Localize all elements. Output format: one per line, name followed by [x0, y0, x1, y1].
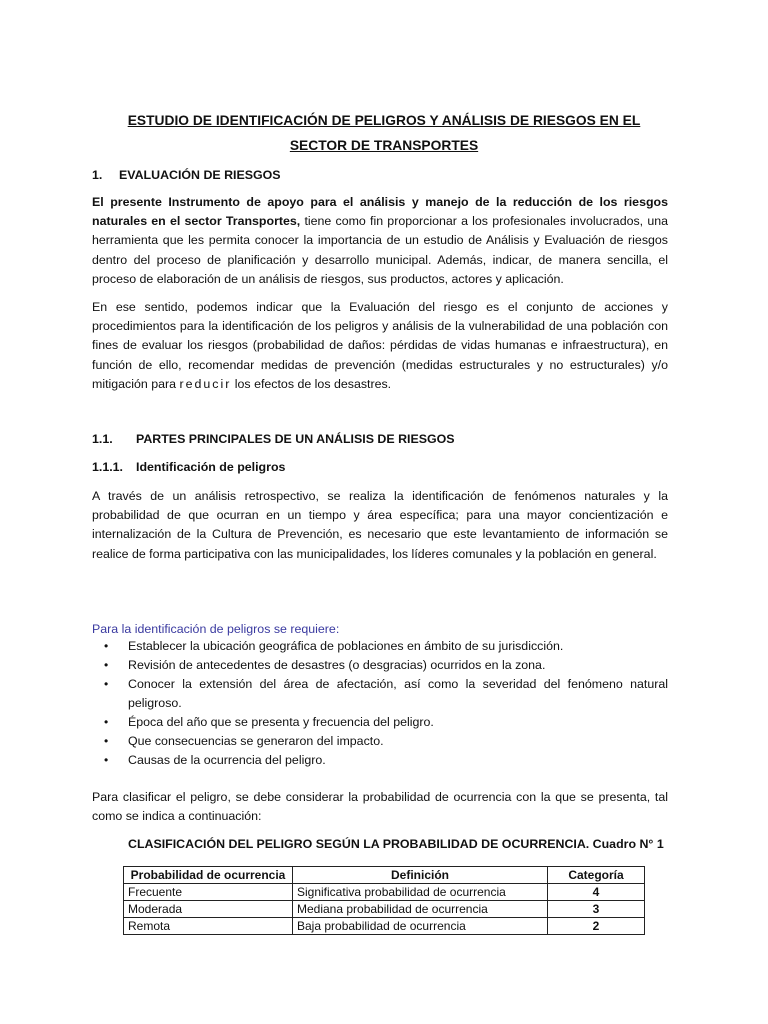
list-item: • Causas de la ocurrencia del peligro.	[92, 751, 668, 770]
list-item: • Conocer la extensión del área de afectación, así como la severidad del fenómeno natural peligroso.	[104, 677, 668, 710]
paragraph-text: A través de un análisis retrospectivo, se realiza la identificación de fenómenos naturales y la probabilidad de que ocurran en un tiempo y área específica; para una mayor concientización e internalización de la Cultura de Prevención, es necesario que este levantamiento de información se realice de forma participativa con las municipalidades, los líderes comunales y la población en general.	[92, 489, 668, 561]
section-1-1-heading	[92, 430, 455, 449]
list-item: • Que consecuencias se generaron del impacto.	[92, 732, 668, 751]
requirements-heading: Para la identificación de peligros se requiere:	[92, 622, 340, 636]
table-row	[124, 901, 645, 918]
section-1-paragraph-2	[92, 298, 668, 394]
document-title	[100, 108, 668, 158]
title-line-1: ESTUDIO DE IDENTIFICACIÓN DE PELIGROS Y ANÁLISIS DE RIESGOS EN EL	[127, 113, 641, 128]
table-cell: Baja probabilidad de ocurrencia	[293, 918, 548, 935]
bullet-icon: •	[104, 753, 109, 767]
column-header: Definición	[293, 867, 548, 884]
table-header-row	[124, 867, 645, 884]
table-cell: Moderada	[124, 901, 293, 918]
table-cell: 4	[548, 884, 645, 901]
section-title: Identificación de peligros	[136, 460, 286, 474]
column-header: Categoría	[548, 867, 645, 884]
table-cell: Frecuente	[124, 884, 293, 901]
table-cell: Significativa probabilidad de ocurrencia	[293, 884, 548, 901]
section-title: PARTES PRINCIPALES DE UN ANÁLISIS DE RIESGOS	[136, 432, 455, 446]
title-line-2: SECTOR DE TRANSPORTES	[289, 138, 479, 153]
paragraph-text: los efectos de los desastres.	[231, 376, 392, 391]
classification-paragraph	[92, 788, 668, 826]
bullet-icon: •	[104, 658, 109, 672]
bullet-icon: •	[104, 677, 109, 691]
list-item: • Revisión de antecedentes de desastres (o desgracias) ocurridos en la zona.	[92, 656, 668, 675]
table-cell: 3	[548, 901, 645, 918]
section-title: EVALUACIÓN DE RIESGOS	[119, 168, 281, 182]
paragraph-text: Para clasificar el peligro, se debe considerar la probabilidad de ocurrencia con la que se presenta, tal como se indica a continuación:	[92, 790, 668, 824]
paragraph-text: En ese sentido, podemos indicar que la Evaluación del riesgo es el conjunto de acciones y procedimientos para la identificación de los peligros y análisis de la vulnerabilidad de una población con fines de evaluar los riesgos (probabilidad de daños: pérdidas de vidas humanas e infraestructura), en función de ello, recomendar medidas de prevención (medidas estructurales y no estructurales) y/o mitigación para	[92, 300, 668, 391]
table-row	[124, 918, 645, 935]
hazard-classification-table	[123, 866, 645, 935]
section-1-1-1-heading	[92, 458, 285, 477]
bullet-icon: •	[104, 639, 109, 653]
bullet-icon: •	[104, 734, 109, 748]
table-cell: 2	[548, 918, 645, 935]
section-number: 1.1.1.	[92, 460, 124, 474]
section-number: 1.1.	[92, 432, 113, 446]
table-cell: Remota	[124, 918, 293, 935]
section-number: 1.	[92, 168, 103, 182]
list-item: • Establecer la ubicación geográfica de poblaciones en ámbito de su jurisdicción.	[92, 637, 668, 656]
column-header: Probabilidad de ocurrencia	[124, 867, 293, 884]
table-row	[124, 884, 645, 901]
list-item: • Época del año que se presenta y frecuencia del peligro.	[92, 713, 668, 732]
section-1-paragraph-1	[92, 193, 668, 289]
section-1-1-1-paragraph	[92, 487, 668, 564]
table-cell: Mediana probabilidad de ocurrencia	[293, 901, 548, 918]
bullet-icon: •	[104, 715, 109, 729]
section-1-heading	[92, 166, 281, 185]
paragraph-text: tiene como fin proporcionar a los profesionales involucrados, una herramienta que les permita conocer la importancia de un estudio de Análisis y Evaluación de riesgos dentro del proceso de planificación y desarrollo municipal. Además, indicar, de manera sencilla, el proceso de elaboración de un análisis de riesgos, sus productos, actores y aplicación.	[92, 214, 668, 286]
bold-text: El presente Instrumento de apoyo para el análisis y manejo de la reducción de los riesgos naturales en el sector Transportes,	[92, 195, 668, 229]
requirements-list	[92, 637, 668, 770]
spaced-word: reducir	[179, 376, 232, 391]
table-caption: CLASIFICACIÓN DEL PELIGRO SEGÚN LA PROBABILIDAD DE OCURRENCIA. Cuadro N° 1	[128, 837, 664, 851]
